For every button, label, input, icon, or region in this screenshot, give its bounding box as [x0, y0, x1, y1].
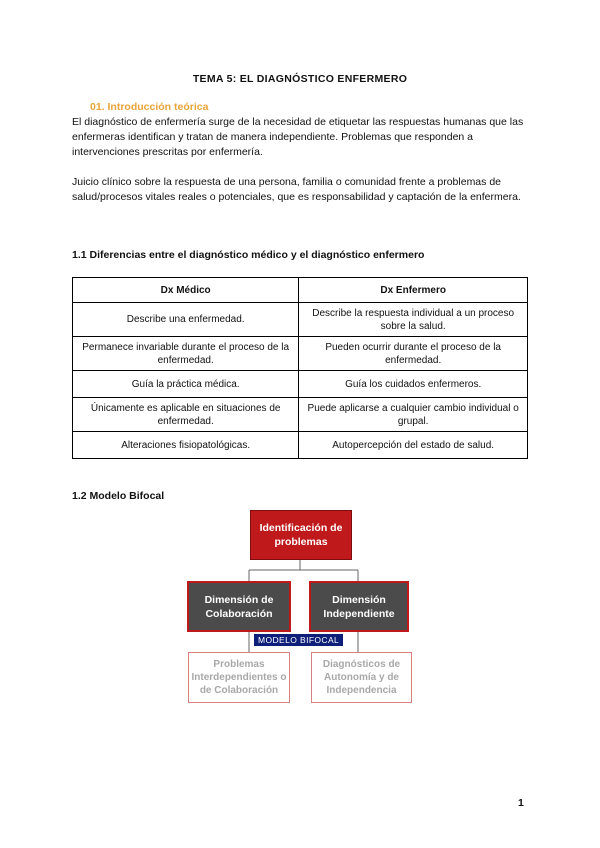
subheading-differences: 1.1 Diferencias entre el diagnóstico médico y el diagnóstico enfermero	[72, 249, 425, 261]
table-cell: Guía los cuidados enfermeros.	[299, 371, 528, 398]
subheading-bifocal: 1.2 Modelo Bifocal	[72, 490, 165, 502]
table-row	[73, 432, 528, 459]
table-cell: Describe una enfermedad.	[73, 303, 299, 337]
table-cell: Alteraciones fisiopatológicas.	[73, 432, 299, 459]
table-cell: Describe la respuesta individual a un proceso sobre la salud.	[299, 303, 528, 337]
page-number: 1	[518, 797, 524, 809]
dimension-independiente-box: Dimensión Independiente	[309, 581, 409, 632]
table-cell: Guía la práctica médica.	[73, 371, 299, 398]
table-row	[73, 337, 528, 371]
table-cell: Autopercepción del estado de salud.	[299, 432, 528, 459]
header-dx-medico: Dx Médico	[73, 278, 299, 303]
table-header-row	[73, 278, 528, 303]
diagnosticos-autonomia-box: Diagnósticos de Autonomía y de Independencia	[311, 652, 412, 703]
identificacion-problemas-box: Identificación de problemas	[250, 510, 352, 560]
modelo-bifocal-label: MODELO BIFOCAL	[254, 634, 343, 646]
intro-paragraph: El diagnóstico de enfermería surge de la necesidad de etiquetar las respuestas humanas que las enfermeras identifican y tratan de manera independiente. Problemas que responden a intervenciones prescritas por enfermería.	[72, 116, 524, 158]
table-row	[73, 398, 528, 432]
table-row	[73, 371, 528, 398]
definition-paragraph: Juicio clínico sobre la respuesta de una persona, familia o comunidad frente a problemas de salud/procesos vitales reales o potenciales, que es responsabilidad y captación de la enfermera.	[72, 176, 521, 203]
comparison-table	[72, 277, 528, 459]
table-cell: Permanece invariable durante el proceso de la enfermedad.	[73, 337, 299, 371]
table-cell: Pueden ocurrir durante el proceso de la enfermedad.	[299, 337, 528, 371]
table-cell: Únicamente es aplicable en situaciones de enfermedad.	[73, 398, 299, 432]
problemas-interdependientes-box: Problemas Interdependientes o de Colaboración	[188, 652, 290, 703]
section-heading: 01. Introducción teórica	[90, 101, 209, 113]
page-title: TEMA 5: EL DIAGNÓSTICO ENFERMERO	[192, 73, 408, 85]
dimension-colaboracion-box: Dimensión de Colaboración	[187, 581, 291, 632]
table-cell: Puede aplicarse a cualquier cambio individual o grupal.	[299, 398, 528, 432]
header-dx-enfermero: Dx Enfermero	[299, 278, 528, 303]
table-row	[73, 303, 528, 337]
